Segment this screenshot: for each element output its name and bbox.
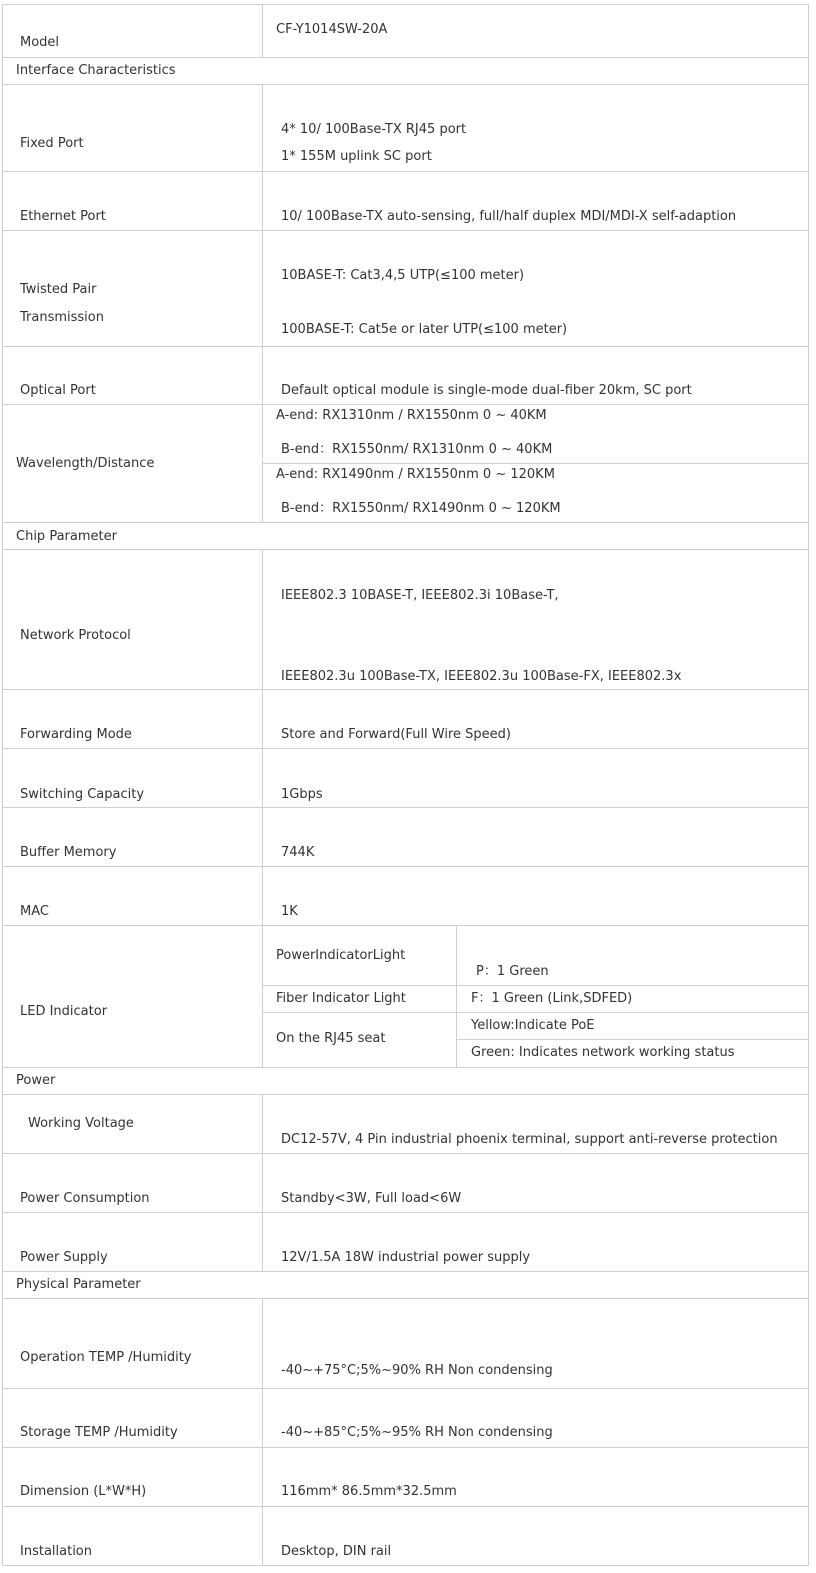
fixed-port-label: Fixed Port xyxy=(20,136,84,151)
column-divider xyxy=(262,4,263,57)
row-divider xyxy=(2,748,808,749)
twisted-pair-value-line1: 10BASE-T: Cat3,4,5 UTP(≤100 meter) xyxy=(281,268,525,283)
fixed-port-value-line1: 4* 10/ 100Base-TX RJ45 port xyxy=(281,122,467,137)
power-supply-label: Power Supply xyxy=(20,1250,108,1265)
network-protocol-value-line2: IEEE802.3u 100Base-TX, IEEE802.3u 100Base-FX, IEEE802.3x xyxy=(281,669,682,684)
dimension-value: 116mm* 86.5mm*32.5mm xyxy=(281,1484,457,1499)
row-divider xyxy=(2,1506,808,1507)
column-divider xyxy=(262,1298,263,1566)
buffer-memory-label: Buffer Memory xyxy=(20,845,117,860)
buffer-memory-value: 744K xyxy=(281,845,315,860)
column-divider xyxy=(262,549,263,1067)
led-rj45-yellow-value: Yellow:Indicate PoE xyxy=(471,1018,595,1033)
column-divider xyxy=(262,1094,263,1271)
fixed-port-value-line2: 1* 155M uplink SC port xyxy=(281,149,432,164)
installation-value: Desktop, DIN rail xyxy=(281,1544,392,1559)
column-divider xyxy=(262,84,263,522)
row-divider xyxy=(2,522,808,523)
led-column-divider xyxy=(456,925,457,1067)
dimension-label: Dimension (L*W*H) xyxy=(20,1484,147,1499)
row-divider xyxy=(2,346,808,347)
switching-capacity-value: 1Gbps xyxy=(281,787,323,802)
working-voltage-label: Working Voltage xyxy=(28,1116,134,1131)
network-protocol-label: Network Protocol xyxy=(20,628,131,643)
model-value: CF-Y1014SW-20A xyxy=(276,22,388,37)
wavelength-b-end-40km: B-end：RX1550nm/ RX1310nm 0 ~ 40KM xyxy=(281,442,553,457)
storage-temp-label: Storage TEMP /Humidity xyxy=(20,1425,178,1440)
led-power-light-value: P：1 Green xyxy=(476,964,549,979)
forwarding-mode-value: Store and Forward(Full Wire Speed) xyxy=(281,727,511,742)
ethernet-port-label: Ethernet Port xyxy=(20,209,106,224)
mac-value: 1K xyxy=(281,904,298,919)
operation-temp-label: Operation TEMP /Humidity xyxy=(20,1350,192,1365)
twisted-pair-value-line2: 100BASE-T: Cat5e or later UTP(≤100 meter) xyxy=(281,322,568,337)
forwarding-mode-label: Forwarding Mode xyxy=(20,727,132,742)
wavelength-sub-divider xyxy=(262,463,808,464)
row-divider xyxy=(2,1388,808,1389)
installation-label: Installation xyxy=(20,1544,93,1559)
power-supply-value: 12V/1.5A 18W industrial power supply xyxy=(281,1250,531,1265)
row-divider xyxy=(2,1298,808,1299)
network-protocol-value-line1: IEEE802.3 10BASE-T, IEEE802.3i 10Base-T, xyxy=(281,588,559,603)
row-divider xyxy=(2,1212,808,1213)
operation-temp-value: -40~+75°C;5%~90% RH Non condensing xyxy=(281,1363,553,1378)
row-divider xyxy=(2,1447,808,1448)
table-frame xyxy=(2,4,809,1566)
wavelength-b-end-120km: B-end：RX1550nm/ RX1490nm 0 ~ 120KM xyxy=(281,501,561,516)
row-divider xyxy=(2,1153,808,1154)
section-chip-heading: Chip Parameter xyxy=(16,529,117,544)
power-consumption-value: Standby<3W, Full load<6W xyxy=(281,1191,462,1206)
led-rj45-green-value: Green: Indicates network working status xyxy=(471,1045,735,1060)
led-sub-divider xyxy=(456,1039,808,1040)
led-rj45-seat-label: On the RJ45 seat xyxy=(276,1031,386,1046)
power-consumption-label: Power Consumption xyxy=(20,1191,150,1206)
switching-capacity-label: Switching Capacity xyxy=(20,787,145,802)
mac-label: MAC xyxy=(20,904,49,919)
row-divider xyxy=(2,866,808,867)
led-sub-divider xyxy=(262,1012,808,1013)
model-label: Model xyxy=(20,35,60,50)
section-interface-heading: Interface Characteristics xyxy=(16,63,176,78)
row-divider xyxy=(2,404,808,405)
section-power-heading: Power xyxy=(16,1073,56,1088)
row-divider xyxy=(2,230,808,231)
row-divider xyxy=(2,925,808,926)
wavelength-a-end-40km: A-end: RX1310nm / RX1550nm 0 ~ 40KM xyxy=(276,408,547,423)
storage-temp-value: -40~+85°C;5%~95% RH Non condensing xyxy=(281,1425,553,1440)
led-power-light-label: PowerIndicatorLight xyxy=(276,948,406,963)
row-divider xyxy=(2,171,808,172)
row-divider xyxy=(2,57,808,58)
twisted-pair-label-line1: Twisted Pair xyxy=(20,282,97,297)
row-divider xyxy=(2,807,808,808)
section-physical-heading: Physical Parameter xyxy=(16,1277,141,1292)
led-fiber-light-value: F：1 Green (Link,SDFED) xyxy=(471,991,633,1006)
led-fiber-light-label: Fiber Indicator Light xyxy=(276,991,406,1006)
row-divider xyxy=(2,84,808,85)
optical-port-label: Optical Port xyxy=(20,383,96,398)
row-divider xyxy=(2,1094,808,1095)
ethernet-port-value: 10/ 100Base-TX auto-sensing, full/half duplex MDI/MDI-X self-adaption xyxy=(281,209,737,224)
row-divider xyxy=(2,1271,808,1272)
led-sub-divider xyxy=(262,985,808,986)
wavelength-label: Wavelength/Distance xyxy=(16,456,155,471)
wavelength-a-end-120km: A-end: RX1490nm / RX1550nm 0 ~ 120KM xyxy=(276,467,555,482)
row-divider xyxy=(2,689,808,690)
working-voltage-value: DC12-57V, 4 Pin industrial phoenix terminal, support anti-reverse protection xyxy=(281,1132,778,1147)
twisted-pair-label-line2: Transmission xyxy=(20,310,104,325)
led-indicator-label: LED Indicator xyxy=(20,1004,108,1019)
row-divider xyxy=(2,549,808,550)
optical-port-value: Default optical module is single-mode dual-fiber 20km, SC port xyxy=(281,383,692,398)
row-divider xyxy=(2,1067,808,1068)
